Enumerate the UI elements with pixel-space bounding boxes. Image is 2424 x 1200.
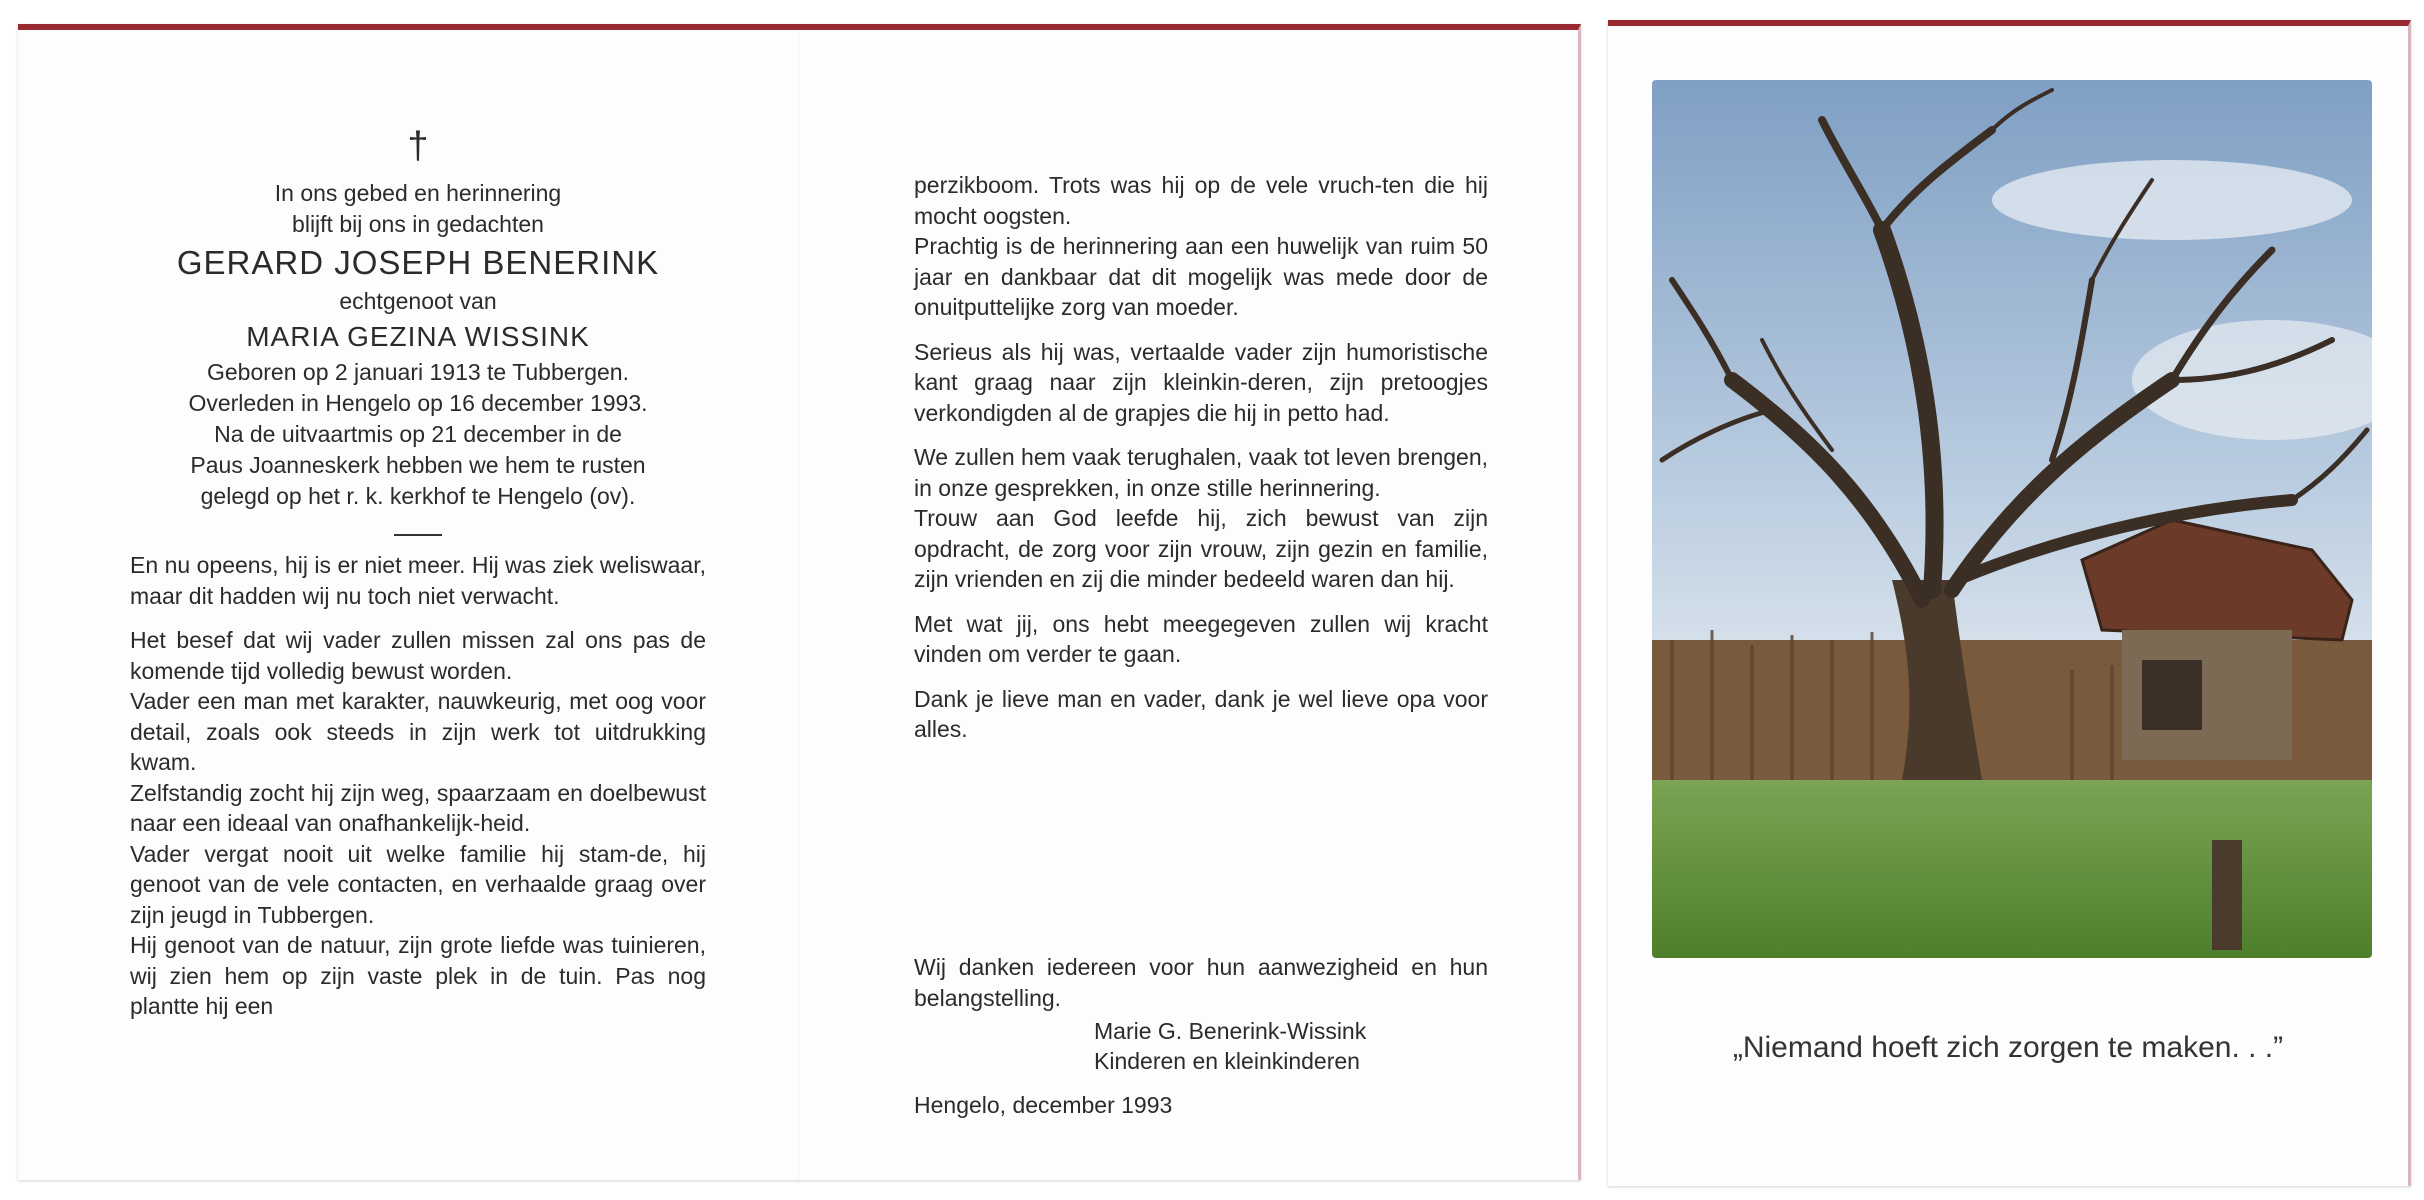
paragraph: Vader vergat nooit uit welke familie hij stam-de, hij genoot van de vele contacten, en verhaalde graag over zijn jeugd in Tubbergen. xyxy=(130,840,706,928)
memorial-card-inner xyxy=(18,24,1581,1180)
signature-2: Kinderen en kleinkinderen xyxy=(1094,1048,1360,1074)
divider xyxy=(394,534,442,536)
card-fold xyxy=(798,30,799,1180)
tree-photo xyxy=(1652,80,2372,958)
left-column-text xyxy=(130,550,706,1022)
signature-1: Marie G. Benerink-Wissink xyxy=(1094,1018,1367,1044)
birth-line: Geboren op 2 januari 1913 te Tubbergen. xyxy=(207,359,629,385)
intro-line-1: In ons gebed en herinnering xyxy=(274,180,562,206)
funeral-line-3: gelegd op het r. k. kerkhof te Hengelo (ov). xyxy=(200,483,636,509)
paragraph: Vader een man met karakter, nauwkeurig, met oog voor detail, zoals ook steeds in zijn werk tot uitdrukking kwam. xyxy=(130,688,706,775)
cross-icon: † xyxy=(407,125,429,167)
thanks-text: Wij danken iedereen voor hun aanwezigheid en hun belangstelling. xyxy=(914,954,1488,1011)
death-line: Overleden in Hengelo op 16 december 1993. xyxy=(188,390,648,416)
funeral-line-1: Na de uitvaartmis op 21 december in de xyxy=(214,421,622,447)
paragraph: Trouw aan God leefde hij, zich bewust van zijn opdracht, de zorg voor zijn vrouw, zijn gezin en familie, zijn vrienden en zij die minder bedeeld waren dan hij. xyxy=(914,505,1488,592)
paragraph: perzikboom. Trots was hij op de vele vruch-ten die hij mocht oogsten. xyxy=(914,172,1488,229)
intro-line-2: blijft bij ons in gedachten xyxy=(292,211,544,237)
paragraph: Zelfstandig zocht hij zijn weg, spaarzaam en doelbewust naar een ideaal van onafhankelijk-heid. xyxy=(130,779,706,836)
right-column-text xyxy=(914,170,1488,759)
paragraph: Dank je lieve man en vader, dank je wel lieve opa voor alles. xyxy=(914,685,1488,742)
funeral-line-2: Paus Joanneskerk hebben we hem te rusten xyxy=(190,452,646,478)
paragraph: Prachtig is de herinnering aan een huwelijk van ruim 50 jaar en dankbaar dat dit mogelijk was mede door de onuitputtelijke zorg van moeder. xyxy=(914,233,1488,320)
thanks-block xyxy=(914,952,1488,1121)
paragraph: We zullen hem vaak terughalen, vaak tot leven brengen, in onze gesprekken, in onze stille herinnering. xyxy=(914,444,1488,501)
place-date: Hengelo, december 1993 xyxy=(914,1092,1173,1118)
paragraph: En nu opeens, hij is er niet meer. Hij was ziek weliswaar, maar dit hadden wij nu toch niet verwacht. xyxy=(130,552,706,609)
memorial-card-outer xyxy=(1608,20,2411,1186)
spouse-name: MARIA GEZINA WISSINK xyxy=(246,321,590,352)
spouse-label: echtgenoot van xyxy=(339,288,497,314)
paragraph: Hij genoot van de natuur, zijn grote liefde was tuinieren, wij zien hem op zijn vaste plek in de tuin. Pas nog plantte hij een xyxy=(130,932,706,1019)
card-header xyxy=(130,126,706,536)
paragraph: Met wat jij, ons hebt meegegeven zullen wij kracht vinden om verder te gaan. xyxy=(914,610,1488,667)
deceased-name: GERARD JOSEPH BENERINK xyxy=(176,244,660,281)
paragraph: Het besef dat wij vader zullen missen zal ons pas de komende tijd volledig bewust worden. xyxy=(130,627,706,684)
paragraph: Serieus als hij was, vertaalde vader zijn humoristische kant graag naar zijn kleinkin-deren, zijn pretoogjes verkondigden al de grapjes die hij in petto had. xyxy=(914,338,1488,426)
quote: „Niemand hoeft zich zorgen te maken. . .” xyxy=(1732,1031,2284,1064)
tree-landscape-image xyxy=(1652,80,2372,958)
